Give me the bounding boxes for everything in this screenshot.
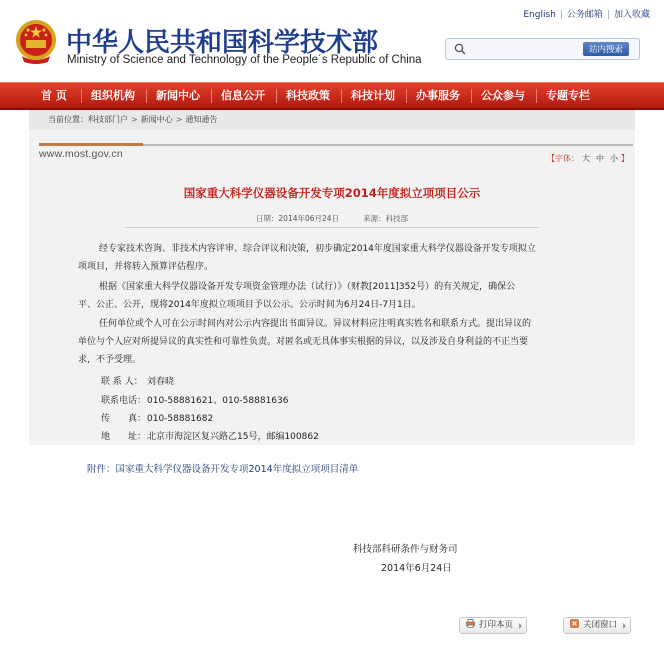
nav-item-special-topics[interactable]: 专题专栏 — [546, 89, 590, 102]
contact-fax — [101, 411, 213, 424]
signature-org: 科技部科研条件与财务司 — [353, 544, 458, 555]
nav-item-news[interactable]: 新闻中心 — [156, 89, 200, 102]
nav-item-participation[interactable]: 公众参与 — [481, 89, 525, 102]
chevron-right-icon — [519, 623, 522, 629]
close-window-icon — [570, 619, 579, 628]
breadcrumb-separator: > — [131, 115, 138, 124]
header-rule-accent — [39, 143, 143, 146]
breadcrumb-item-notices[interactable]: 通知通告 — [185, 115, 218, 124]
font-size-switcher — [547, 153, 629, 164]
nav-item-services[interactable]: 办事服务 — [416, 89, 460, 102]
site-subtitle: Ministry of Science and Technology of the People´s Republic of China — [67, 54, 422, 66]
font-size-close: 】 — [621, 154, 629, 163]
font-size-medium[interactable]: 中 — [596, 154, 604, 163]
breadcrumb-label: 当前位置： — [48, 115, 88, 124]
signature-date: 2014年6月24日 — [381, 563, 452, 574]
contact-value: 010-58881682 — [147, 414, 214, 424]
attachment — [87, 461, 358, 475]
contact-value: 010-58881621、010-58881636 — [147, 396, 289, 406]
article-title: 国家重大科学仪器设备开发专项2014年度拟立项项目公示 — [183, 186, 481, 200]
contact-value: 刘春晓 — [147, 377, 175, 387]
attachment-link[interactable]: 国家重大科学仪器设备开发专项2014年度拟立项项目清单 — [115, 464, 359, 475]
national-emblem-icon[interactable] — [14, 18, 58, 66]
close-window-label: 关闭窗口 — [583, 620, 618, 630]
paragraph-2 — [78, 278, 584, 314]
contact-label: 联系电话： — [101, 396, 147, 406]
paragraph-line: 平、公正、公开，现将2014年度拟立项项目予以公示。公示时间为6月24日-7月1日。 — [78, 300, 421, 310]
search-icon — [454, 43, 466, 55]
paragraph-line: 经专家技术咨询、非技术内容评审、综合评议和决策，初步确定2014年度国家重大科学仪器设备开发专项拟立 — [99, 244, 536, 254]
close-window-button[interactable] — [563, 617, 631, 634]
paragraph-line: 单位与个人应对所提异议的真实性和可靠性负责。对匿名或无具体事实根据的异议，以及涉及自身利益的不正当要 — [78, 337, 529, 347]
search-box — [445, 38, 640, 60]
nav-item-info-disclosure[interactable]: 信息公开 — [221, 89, 265, 102]
paragraph-1 — [78, 240, 584, 276]
contact-label: 地 址： — [101, 432, 147, 442]
site-title[interactable]: 中华人民共和国科学技术部 — [66, 28, 379, 58]
font-size-label: 【字体： — [547, 154, 579, 163]
article-card — [29, 130, 635, 445]
contact-value: 北京市海淀区复兴路乙15号，邮编100862 — [147, 432, 319, 442]
breadcrumb-bar — [29, 110, 635, 130]
article-meta — [29, 213, 635, 224]
attachment-label: 附件： — [87, 464, 116, 475]
main-nav — [0, 82, 664, 110]
font-size-small[interactable]: 小 — [610, 154, 618, 163]
paragraph-line: 根据《国家重大科学仪器设备开发专项资金管理办法（试行）》（财教[2011]352号）的有关规定，确保公 — [99, 282, 516, 292]
breadcrumb-item-news[interactable]: 新闻中心 — [140, 115, 173, 124]
site-search-button[interactable]: 站内搜索 — [583, 42, 629, 56]
contact-label: 传 真： — [101, 414, 147, 424]
breadcrumb-item-portal[interactable]: 科技部门户 — [88, 115, 128, 124]
paragraph-line: 项项目，并将转入预算评估程序。 — [78, 262, 214, 272]
nav-item-policy[interactable]: 科技政策 — [286, 89, 330, 102]
site-header — [0, 0, 664, 82]
contact-person — [101, 374, 174, 387]
article-date: 日期：2014年06月24日 — [255, 214, 340, 223]
top-links: English | 公务邮箱 | 加入收藏 — [523, 10, 650, 20]
english-link[interactable]: English — [523, 10, 556, 20]
contact-label: 联 系 人： — [101, 377, 143, 387]
paragraph-line: 任何单位或个人可在公示时间内对公示内容提出书面异议。异议材料应注明真实姓名和联系方式。提出异议的 — [99, 319, 532, 329]
meta-divider — [125, 227, 539, 228]
article-source: 来源：科技部 — [363, 214, 409, 223]
breadcrumb — [48, 114, 217, 125]
print-icon — [466, 619, 475, 628]
font-size-large[interactable]: 大 — [582, 154, 590, 163]
print-label: 打印本页 — [479, 620, 514, 630]
chevron-right-icon — [623, 623, 626, 629]
breadcrumb-separator: > — [175, 115, 183, 124]
contact-phone — [101, 393, 288, 406]
search-input[interactable] — [472, 42, 580, 56]
nav-item-home[interactable]: 首 页 — [41, 89, 67, 102]
site-url: www.most.gov.cn — [39, 148, 123, 160]
print-button[interactable] — [459, 617, 527, 634]
nav-item-organization[interactable]: 组织机构 — [91, 89, 135, 102]
paragraph-3 — [78, 315, 584, 369]
nav-item-programs[interactable]: 科技计划 — [351, 89, 395, 102]
public-mail-link[interactable]: 公务邮箱 — [566, 10, 603, 20]
contact-address — [101, 429, 319, 442]
paragraph-line: 求，不予受理。 — [78, 355, 142, 365]
add-favorite-link[interactable]: 加入收藏 — [613, 10, 650, 20]
